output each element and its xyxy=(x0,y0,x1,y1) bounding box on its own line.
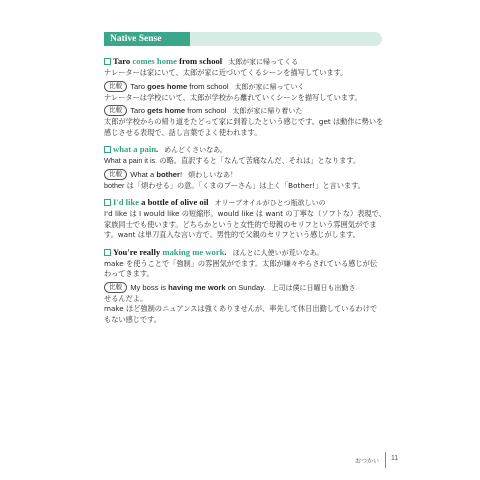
entry-1-phrase: Taro comes home from school 太郎が家に帰ってくる xyxy=(104,55,386,68)
compare-badge: 比較 xyxy=(104,282,127,293)
entry-3-desc: す。want は単刀直入な言い方で、男性的で父親のセリフという感じがします。 xyxy=(104,230,360,239)
compare-badge: 比較 xyxy=(104,105,127,116)
compare-badge: 比較 xyxy=(104,169,127,180)
entry-2-desc: What a pain it is. の略。直訳すると「なんて苦痛なんだ、それは」となります。 xyxy=(104,156,361,165)
entry-4-phrase: You're really making me work. ほんとに人使いが荒いなあ。 xyxy=(104,246,386,259)
content xyxy=(104,55,386,325)
entry-3-desc: I'd like は I would like の短縮形。would like は want の丁寧な（ソフトな）表現で、 xyxy=(104,209,386,218)
entry-3-phrase: I'd like a bottle of olive oil オリーブオイルがひとつ瓶欲しいの xyxy=(104,196,386,209)
entry-2-phrase: what a pain. めんどくさいなあ。 xyxy=(104,143,386,156)
entry-1-comparison-2: 比較 Taro gets home from school 太郎が家に帰り着いた xyxy=(104,105,386,117)
section-banner xyxy=(104,32,382,46)
entry-1-comparison-1: 比較 Taro goes home from school 太郎が家に帰っていく xyxy=(104,81,386,93)
entry-4-comparison-1-desc: もない感じです。 xyxy=(104,314,161,324)
checkbox-icon xyxy=(104,58,111,65)
page-number: 11 xyxy=(391,455,399,462)
entry-2-comparison-1-desc: bother は「煩わせる」の意。「くまのプーさん」は上く「Bother!」と言います。 xyxy=(104,180,365,190)
entry-4-comparison-1-desc: make ほど強制のニュアンスは強くありませんが、率先して休日出勤しているわけで xyxy=(104,304,378,313)
entry-4-desc: わってきます。 xyxy=(104,269,154,278)
footer-chapter-label: おつかい xyxy=(355,458,379,465)
compare-badge: 比較 xyxy=(104,81,127,92)
entry-1-comparison-2-desc: 感じさせる表現で、話し言葉でよく使われます。 xyxy=(104,127,262,137)
entry-4-desc: make を使うことで「強制」の雰囲気がでます。太郎が嫌々やらされている感じが伝 xyxy=(104,258,378,268)
entry-3-desc: 家族同士でも使います。どちらかというと女性的で母親のセリフという雰囲気がでま xyxy=(104,219,377,229)
footer-divider xyxy=(385,452,386,468)
checkbox-icon xyxy=(104,199,111,206)
entry-2-comparison-1: 比較 What a bother! 煩わしいなあ！ xyxy=(104,169,386,181)
entry-4-comparison-1: 比較 My boss is having me work on Sunday. 上司は僕に日曜日も出勤さ xyxy=(104,282,386,294)
entry-1-desc: ナレーターは家にいて、太郎が家に近づいてくるシーンを描写しています。 xyxy=(104,68,348,77)
checkbox-icon xyxy=(104,249,111,256)
entry-1-comparison-1-desc: ナレーターは学校にいて、太郎が学校から離れていくシーンを描写しています。 xyxy=(104,92,362,102)
section-title: Native Sense xyxy=(104,32,190,46)
entry-1-comparison-2-desc: 太郎が学校からの帰り道をたどって家に到着したという感じです。get は動作に勢いを xyxy=(104,117,384,126)
checkbox-icon xyxy=(104,146,111,153)
entry-4-comparison-1-desc: せるんだよ。 xyxy=(104,293,148,303)
